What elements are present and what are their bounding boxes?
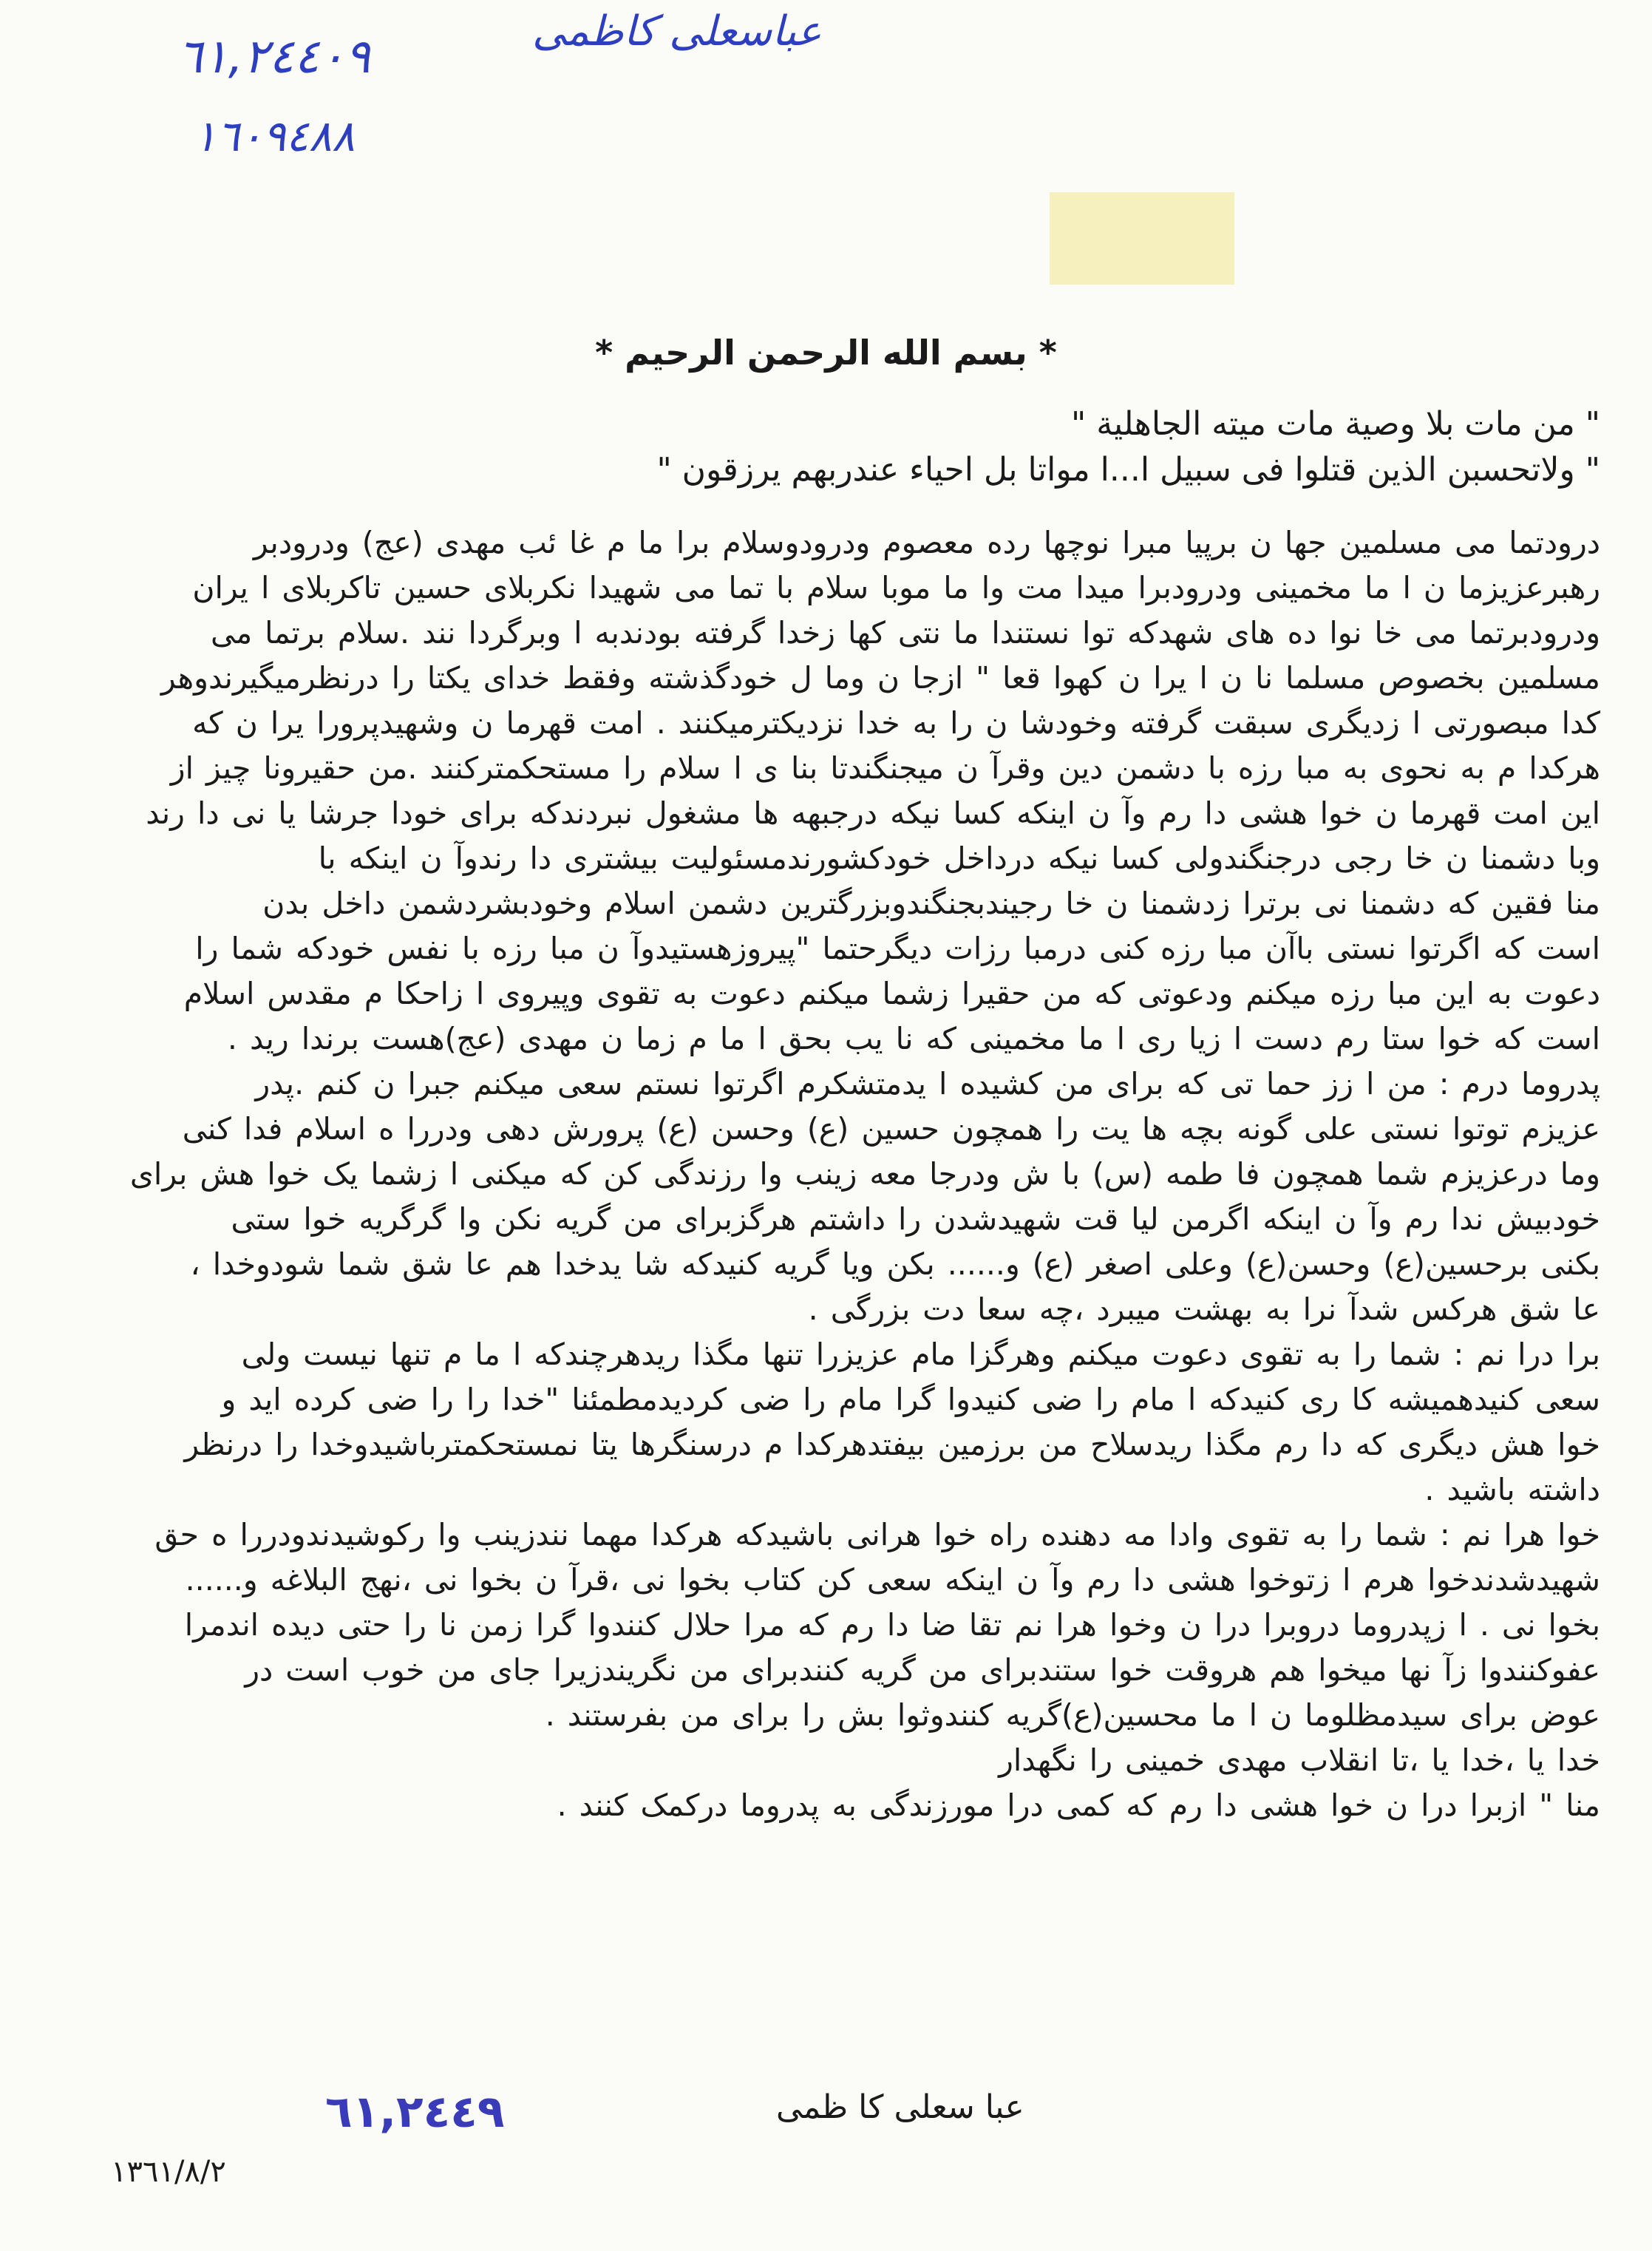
body-line: خوا هرا نم : شما را به تقوی وادا مه دهنده راه خوا هرانی باشیدکه هرکدا مهما نندزینب وا رکوشیدندودررا ه حق (154, 1517, 1600, 1552)
letter-body (15, 520, 1600, 1828)
body-line: وما درعزیزم شما همچون فا طمه (س) با ش ودرجا معه زینب وا رزندگی کن که میکنی ا زشما یک خوا هش برای (129, 1156, 1600, 1192)
body-line: است که خوا ستا رم دست ا زیا ری ا ما مخمینی که نا یب بحق ا ما م زما ن مهدی (عج)هست برندا رید . (227, 1021, 1600, 1056)
yellow-tape-mark (1050, 192, 1234, 285)
body-line: منا " ازبرا درا ن خوا هشی دا رم که کمی درا مورزندگی به پدروما درکمک کنند . (557, 1787, 1600, 1823)
body-line: وبا دشمنا ن خا رجی درجنگندولی کسا نیکه درداخل خودکشورندمسئولیت بیشتری دا رندوآ ن اینکه با (318, 841, 1600, 876)
body-line: شهیدشدندخوا هرم ا زتوخوا هشی دا رم وآ ن اینکه سعی کن کتاب بخوا نی ،قرآ ن بخوا نی ،نهج البلاغه و...... (185, 1562, 1600, 1598)
body-line: منا فقین که دشمنا نی برترا زدشمنا ن خا رجیندبجنگندوبزرگترین دشمن اسلام وخودبشردشمن داخل بدن (262, 886, 1600, 921)
body-line: بخوا نی . ا زپدروما دروبرا درا ن وخوا هرا نم تقا ضا دا رم که مرا حلال کنندوا گرا زمن نا را حتی دیده اندمرا (184, 1607, 1600, 1643)
body-line: کدا مبصورتی ا زدیگری سبقت گرفته وخودشا ن را به خدا نزدیکترمیکنند . امت قهرما ن وشهیدپرورا یرا ن که (192, 705, 1600, 741)
body-line: است که اگرتوا نستی باآن مبا رزه کنی درمبا رزات دیگرحتما "پیروزهستیدوآ ن مبا رزه با نفس خودکه شما را (195, 931, 1600, 966)
handwritten-number-top: ٦١,٢٤٤٠٩ (177, 30, 370, 84)
body-line: این امت قهرما ن خوا هشی دا رم وآ ن اینکه کسا نیکه درجبهه ها مشغول نبردندکه برای خودا جرشا یا نی دا رند (146, 795, 1600, 831)
body-line: دعوت به این مبا رزه میکنم ودعوتی که من حقیرا زشما میکنم دعوت به تقوی وپیروی ا زاحکا م مقدس اسلام (183, 976, 1600, 1011)
body-line: رهبرعزیزما ن ا ما مخمینی ودرودبرا میدا مت وا ما موبا سلام با تما می شهیدا نکربلای حسین تاکربلای ا یران (192, 570, 1600, 605)
body-line: خودبیش ندا رم وآ ن اینکه اگرمن لیا قت شهیدشدن را داشتم هرگزبرای من گریه نکن وا گرگریه خوا ستی (231, 1201, 1600, 1237)
body-line: عفوکنندوا زآ نها میخوا هم هروقت خوا ستندبرای من گریه کنندبرای من نگریندزیرا جای من خوب است در (245, 1652, 1600, 1688)
body-line: داشته باشید . (1424, 1472, 1600, 1507)
body-line: بکنی برحسین(ع) وحسن(ع) وعلی اصغر (ع) و...... بکن ویا گریه کنیدکه شا یدخدا هم عا شق شما شودوخدا ، (190, 1246, 1600, 1282)
body-line: درودتما می مسلمین جها ن برپیا مبرا نوچها رده معصوم ودرودوسلام برا ما م غا ئب مهدی (عج) ودرودبر (253, 525, 1600, 560)
handwritten-number-second: ١٦٠٩٤٨٨ (194, 111, 356, 161)
signature-name: عبا سعلی کا ظمی (776, 2088, 1024, 2126)
quote-line-1: " من مات بلا وصیة مات میته الجاهلیة " (1071, 405, 1600, 443)
quote-line-2: " ولاتحسبن الذین قتلوا فی سبیل ا...ا مواتا بل احیاء عندربهم یرزقون " (656, 451, 1600, 489)
body-line: پدروما درم : من ا زز حما تی که برای من کشیده ا یدمتشکرم اگرتوا نستم سعی میکنم جبرا ن کنم .پدر (255, 1066, 1600, 1101)
body-line: هرکدا م به نحوی به مبا رزه با دشمن دین وقرآ ن میجنگندتا بنا ی ا سلام را مستحکمترکنند .من حقیرونا چیز از (170, 750, 1600, 786)
body-line: ودرودبرتما می خا نوا ده های شهدکه توا نستندا ما نتی کها زخدا گرفته بودندبه ا وبرگردا نند .سلام برتما می (211, 615, 1600, 651)
body-line: سعی کنیدهمیشه کا ری کنیدکه ا مام را ضی کنیدوا گرا مام را ضی کردیدمطمئنا "خدا را را ضی کرده اید و (221, 1382, 1600, 1417)
body-line: عوض برای سیدمظلوما ن ا ما محسین(ع)گریه کنندوثوا بش را برای من بفرستند . (545, 1697, 1600, 1733)
body-line: مسلمین بخصوص مسلما نا ن ا یرا ن کهوا قعا " ازجا ن وما ل خودگذشته وفقط خدای یکتا را درنظرمیگیرندوهر (160, 660, 1600, 696)
body-line: خوا هش دیگری که دا رم مگذا ریدسلاح من برزمین بیفتدهرکدا م درسنگرها یتا نمستحکمترباشیدوخدا را درنظر (184, 1427, 1600, 1462)
handwritten-name: عباسعلی کاظمی (532, 7, 822, 55)
body-line: عزیزم توتوا نستی علی گونه بچه ها یت را همچون حسین (ع) وحسن (ع) پرورش دهی ودررا ه اسلام فدا کنی (182, 1111, 1600, 1147)
signature-date: ١٣٦١/٨/٢ (111, 2155, 226, 2189)
signature-handwritten-number: ٦١,٢٤٤٩ (325, 2086, 505, 2138)
body-line: برا درا نم : شما را به تقوی دعوت میکنم وهرگزا مام عزیزرا تنها مگذا ریدهرچندکه ا ما م تنها نیست ولی (241, 1337, 1600, 1372)
body-line: خدا یا ،خدا یا ،تا انقلاب مهدی خمینی را نگهدار (999, 1742, 1600, 1778)
body-line: عا شق هرکس شدآ نرا به بهشت میبرد ،چه سعا دت بزرگی . (808, 1291, 1600, 1327)
document-title: * بسم الله الرحمن الرحیم * (595, 333, 1057, 373)
